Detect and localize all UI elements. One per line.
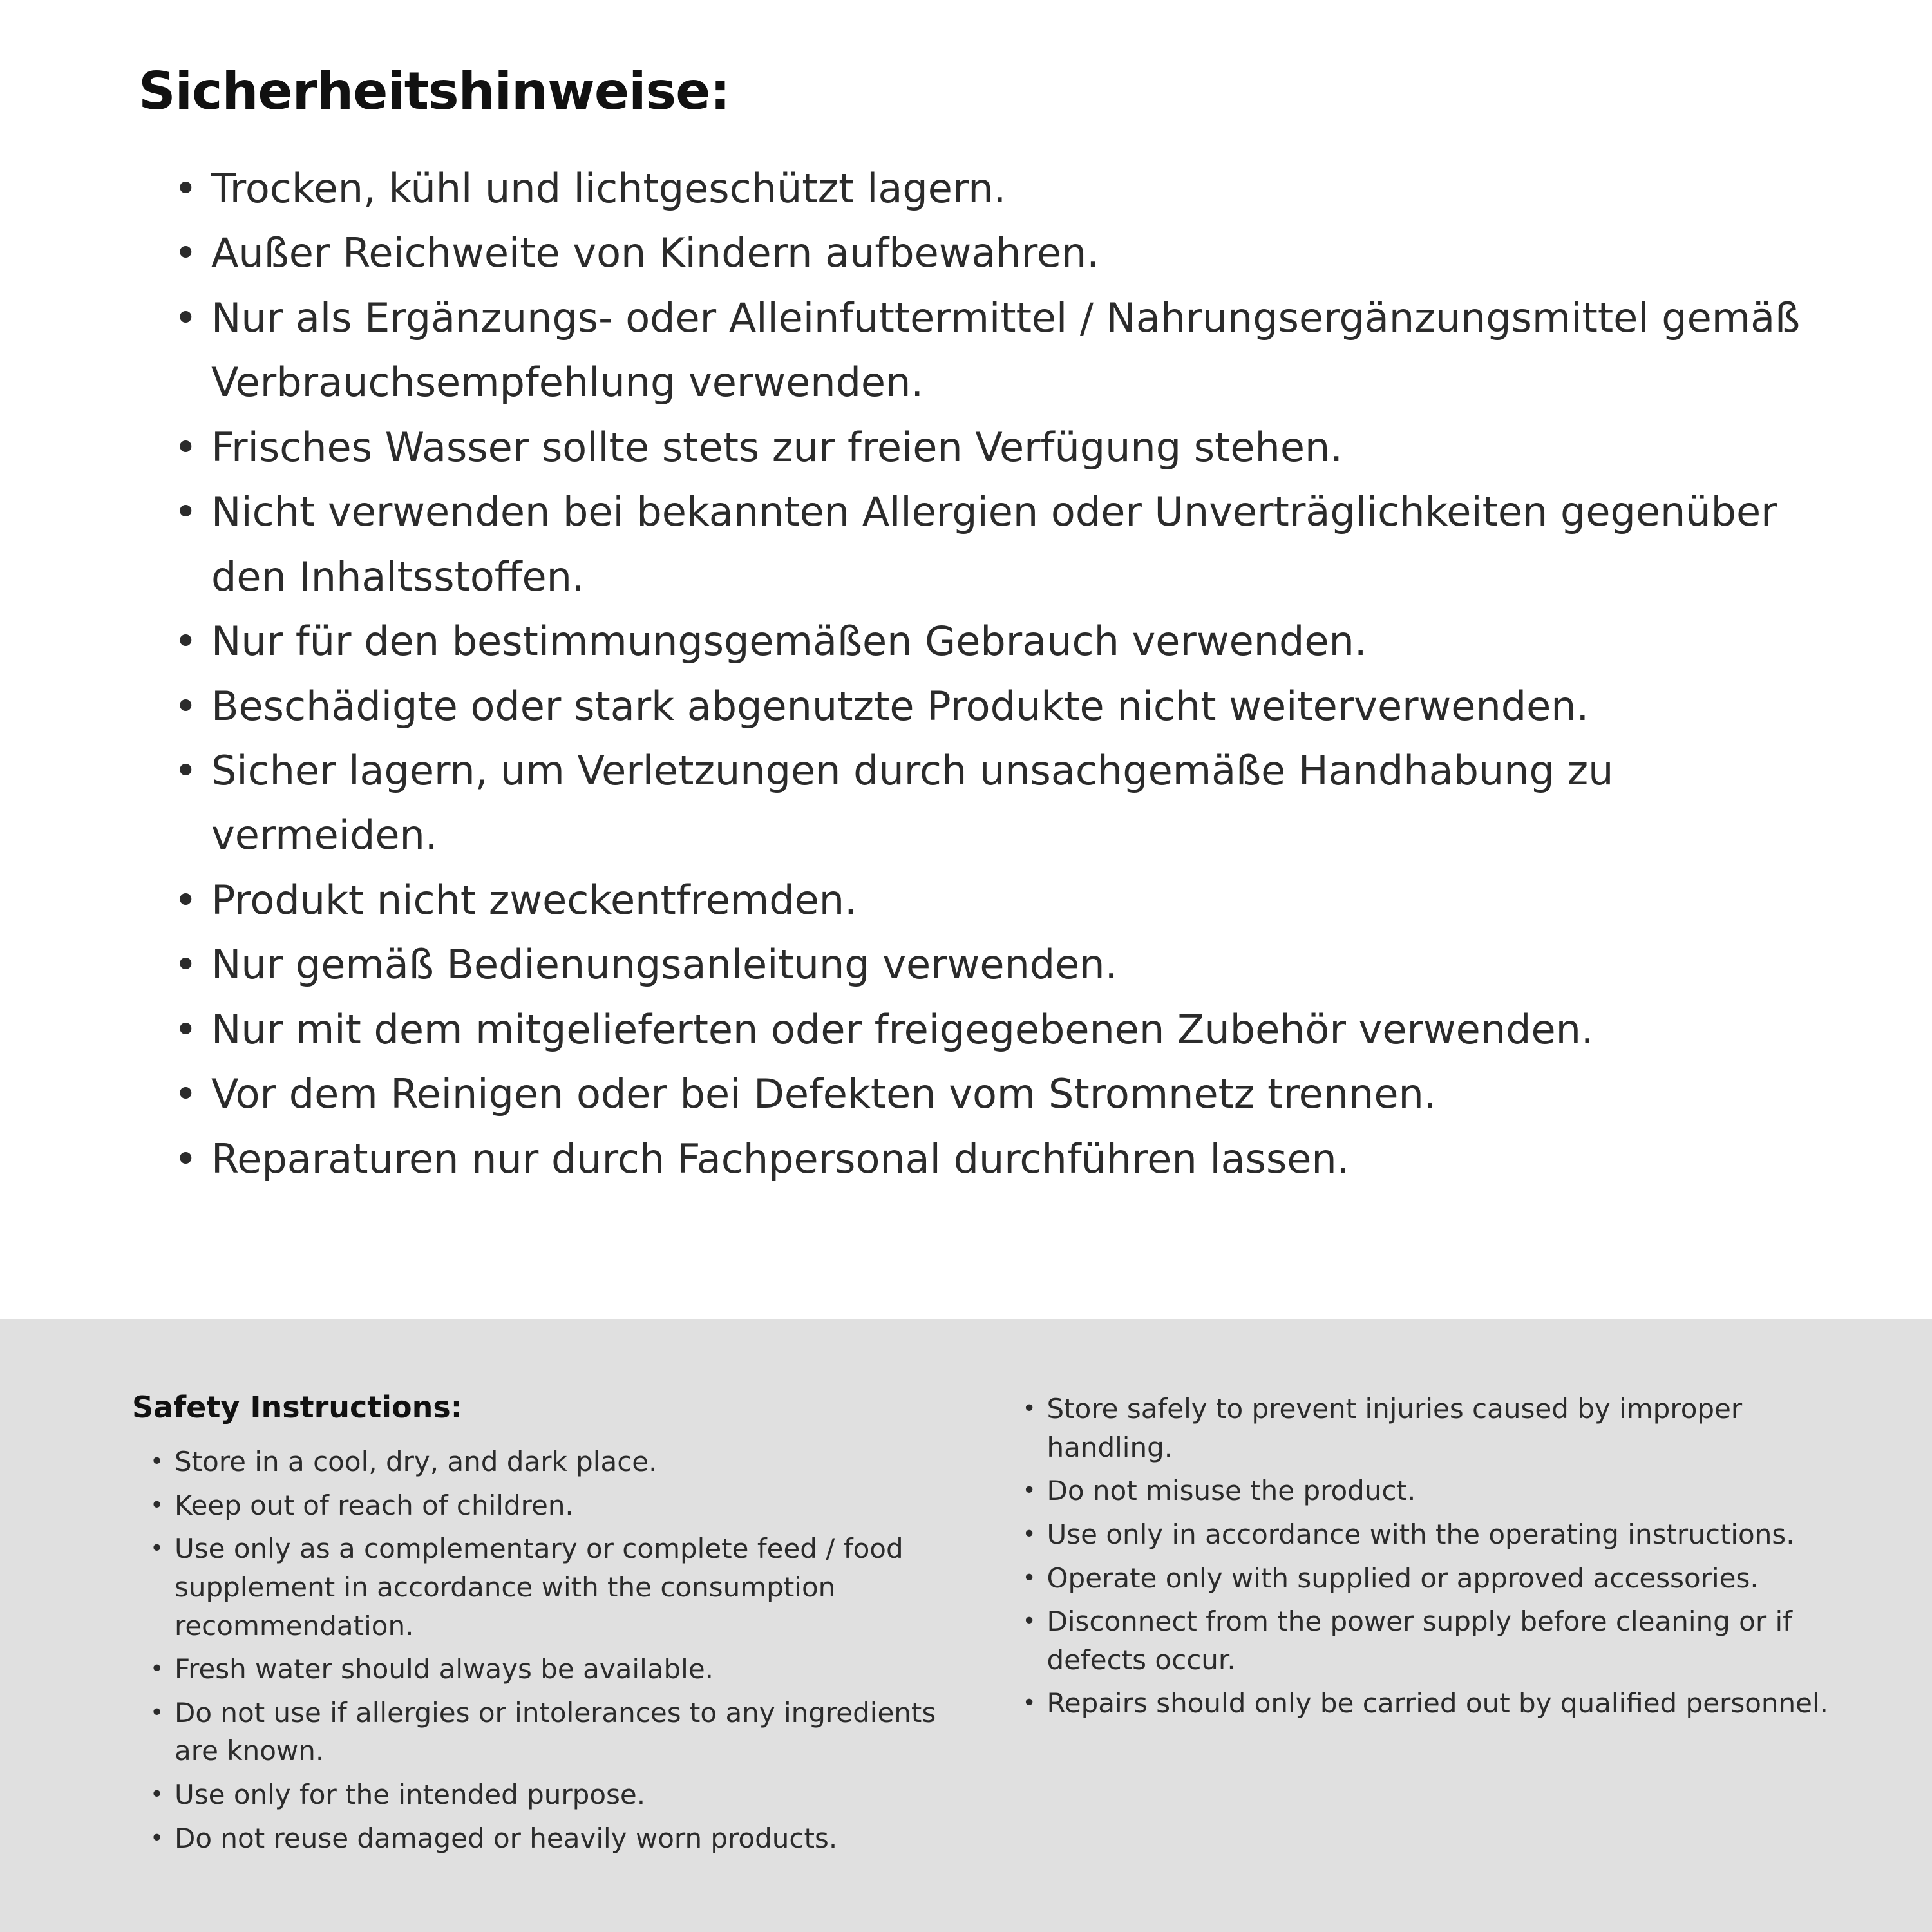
list-item: • Keep out of reach of children.	[150, 1486, 965, 1525]
german-section-title: Sicherheitshinweise:	[138, 61, 730, 121]
list-item: • Vor dem Reinigen oder bei Defekten vom Stromnetz trennen.	[174, 1062, 1835, 1126]
list-item: • Nur mit dem mitgelieferten oder freigegebenen Zubehör verwenden.	[174, 998, 1835, 1062]
list-item: • Disconnect from the power supply before cleaning or if defects occur.	[1023, 1602, 1855, 1679]
english-safety-list-right	[1023, 1390, 1855, 1723]
list-item: • Außer Reichweite von Kindern aufbewahren.	[174, 221, 1835, 285]
list-item: • Nur als Ergänzungs- oder Alleinfuttermittel / Nahrungsergänzungsmittel gemäß Verbrauchsempfehlung verwenden.	[174, 286, 1835, 415]
list-item: • Store in a cool, dry, and dark place.	[150, 1443, 965, 1481]
english-right-column	[1023, 1390, 1855, 1932]
list-item: • Produkt nicht zweckentfremden.	[174, 868, 1835, 933]
english-safety-section	[0, 1319, 1932, 1932]
german-safety-list	[138, 156, 1835, 1191]
list-item: • Do not reuse damaged or heavily worn products.	[150, 1819, 965, 1858]
list-item: • Store safely to prevent injuries caused by improper handling.	[1023, 1390, 1855, 1466]
list-item: • Trocken, kühl und lichtgeschützt lagern.	[174, 156, 1835, 221]
list-item: • Use only for the intended purpose.	[150, 1776, 965, 1814]
english-safety-list-left	[132, 1443, 965, 1857]
list-item: • Use only in accordance with the operating instructions.	[1023, 1515, 1855, 1554]
list-item: • Frisches Wasser sollte stets zur freien Verfügung stehen.	[174, 415, 1835, 480]
list-item: • Repairs should only be carried out by qualified personnel.	[1023, 1684, 1855, 1723]
list-item: • Fresh water should always be available.	[150, 1650, 965, 1689]
list-item: • Nur für den bestimmungsgemäßen Gebrauch verwenden.	[174, 609, 1835, 674]
list-item: • Reparaturen nur durch Fachpersonal durchführen lassen.	[174, 1127, 1835, 1191]
list-item: • Operate only with supplied or approved accessories.	[1023, 1559, 1855, 1598]
list-item: • Sicher lagern, um Verletzungen durch unsachgemäße Handhabung zu vermeiden.	[174, 739, 1835, 868]
list-item: • Do not use if allergies or intolerances to any ingredients are known.	[150, 1694, 965, 1770]
list-item: • Do not misuse the product.	[1023, 1472, 1855, 1510]
list-item: • Nur gemäß Bedienungsanleitung verwenden.	[174, 933, 1835, 997]
list-item: • Beschädigte oder stark abgenutzte Produkte nicht weiterverwenden.	[174, 674, 1835, 739]
english-left-column	[132, 1390, 965, 1932]
list-item: • Use only as a complementary or complete feed / food supplement in accordance with the consumption recommendation.	[150, 1530, 965, 1645]
list-item: • Nicht verwenden bei bekannten Allergien oder Unverträglichkeiten gegenüber den Inhaltsstoffen.	[174, 480, 1835, 609]
english-section-title: Safety Instructions:	[132, 1390, 463, 1425]
